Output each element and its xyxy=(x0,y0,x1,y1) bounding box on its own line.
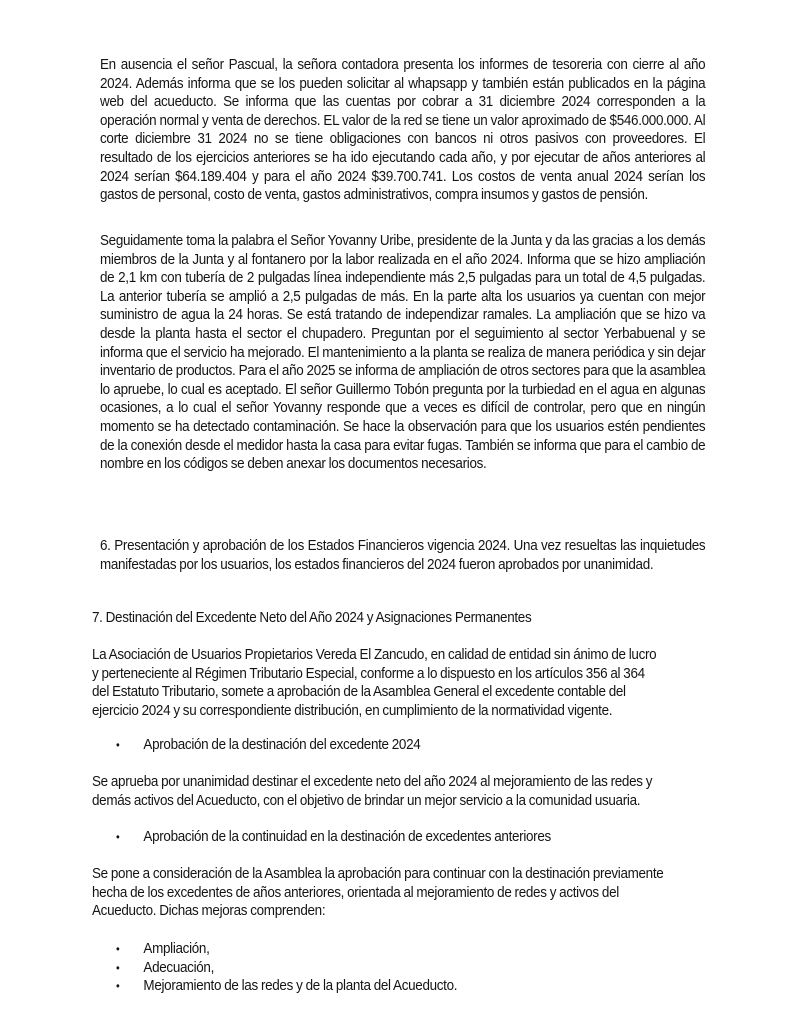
bullet-text: Aprobación de la continuidad en la destinación de excedentes anteriores xyxy=(143,828,551,845)
bullet-icon: • xyxy=(116,830,120,844)
text-line: Se aprueba por unanimidad destinar el excedente neto del año 2024 al mejoramiento de las redes y xyxy=(92,773,653,790)
item-7-intro xyxy=(92,646,703,720)
item-7-heading: 7. Destinación del Excedente Neto del Año 2024 y Asignaciones Permanentes xyxy=(92,609,532,626)
list-item xyxy=(116,959,736,978)
approval-2024-paragraph xyxy=(92,773,712,810)
bullet-icon: • xyxy=(116,979,120,994)
text-line: Se pone a consideración de la Asamblea la aprobación para continuar con la destinación previamente xyxy=(92,865,664,882)
bullet-icon: • xyxy=(116,738,120,752)
text-line: ejercicio 2024 y su correspondiente distribución, en cumplimiento de la normatividad vigente. xyxy=(92,701,613,719)
bullet-icon: • xyxy=(116,960,120,975)
bullet-approval-2024 xyxy=(116,736,736,755)
list-item xyxy=(116,977,736,996)
text-line: y perteneciente al Régimen Tributario Especial, conforme a lo dispuesto en los artículos 356 al 364 xyxy=(92,664,645,682)
paragraph-treasury-report: En ausencia el señor Pascual, la señora contadora presenta los informes de tesoreria con cierre al año 2024. Además informa que se los pueden solicitar al whapsapp y también están publicados en la página web del acueducto. Se informa que las cuentas por cobrar a 31 diciembre 2024 corresponden a la operación normal y venta de derechos. EL valor de la red se tiene un valor aproximado de $546.000.000. Al corte diciembre 31 2024 no se tiene obligaciones con bancos ni otros pasivos con proveedores. El resultado de los ejercicios anteriores se ha ido ejecutando cada año, y por ejecutar de años anteriores al 2024 serían $64.189.404 y para el año 2024 $39.700.741. Los costos de venta anual 2024 serían los gastos de personal, costo de venta, gastos administrativos, compra insumos y gastos de pensión. xyxy=(100,56,706,204)
bullet-text: Aprobación de la destinación del excedente 2024 xyxy=(143,736,421,753)
list-item-text: Adecuación, xyxy=(143,958,215,976)
item-6-financial-statements: 6. Presentación y aprobación de los Estados Financieros vigencia 2024. Una vez resueltas las inquietudes manifestadas por los usuarios, los estados financieros del 2024 fueron aprobados por unanimidad. xyxy=(100,537,706,573)
list-item-text: Ampliación, xyxy=(143,940,210,957)
text-line: demás activos del Acueducto, con el objetivo de brindar un mejor servicio a la comunidad usuaria. xyxy=(92,791,641,809)
improvements-list xyxy=(116,940,736,996)
continuity-paragraph xyxy=(92,865,712,921)
text-line: del Estatuto Tributario, somete a aprobación de la Asamblea General el excedente contable del xyxy=(92,683,626,701)
bullet-continuity xyxy=(116,828,736,847)
text-line: hecha de los excedentes de años anteriores, orientada al mejoramiento de redes y activos del xyxy=(92,883,619,901)
list-item xyxy=(116,940,736,959)
list-item-text: Mejoramiento de las redes y de la planta del Acueducto. xyxy=(143,977,458,995)
text-line: Acueducto. Dichas mejoras comprenden: xyxy=(92,902,326,920)
text-line: La Asociación de Usuarios Propietarios Vereda El Zancudo, en calidad de entidad sin ánimo de lucro xyxy=(92,646,657,663)
bullet-icon: • xyxy=(116,942,120,956)
paragraph-president-report: Seguidamente toma la palabra el Señor Yovanny Uribe, presidente de la Junta y da las gracias a los demás miembros de la Junta y al fontanero por la labor realizada en el año 2024. Informa que se hizo ampliación de 2,1 km con tubería de 2 pulgadas línea independiente más 2,5 pulgadas para un total de 4,5 pulgadas. La anterior tubería se amplió a 2,5 pulgadas de más. En la parte alta los usuarios ya cuentan con mejor suministro de agua la 24 horas. Se está tratando de independizar ramales. La ampliación que se hizo va desde la planta hasta el sector el chupadero. Preguntan por el seguimiento al sector Yerbabuenal y se informa que el servicio ha mejorado. El mantenimiento a la planta se realiza de manera periódica y sin dejar inventario de productos. Para el año 2025 se informa de ampliación de otros sectores para que la asamblea lo apruebe, lo cual es aceptado. El señor Guillermo Tobón pregunta por la turbiedad en el agua en algunas ocasiones, a lo cual el señor Yovanny responde que a veces es difícil de controlar, pero que en ningún momento se ha detectado contaminación. Se hace la observación para que los usuarios estén pendientes de la conexión desde el medidor hasta la casa para evitar fugas. También se informa que para el cambio de nombre en los códigos se deben anexar los documentos necesarios. xyxy=(100,232,706,473)
